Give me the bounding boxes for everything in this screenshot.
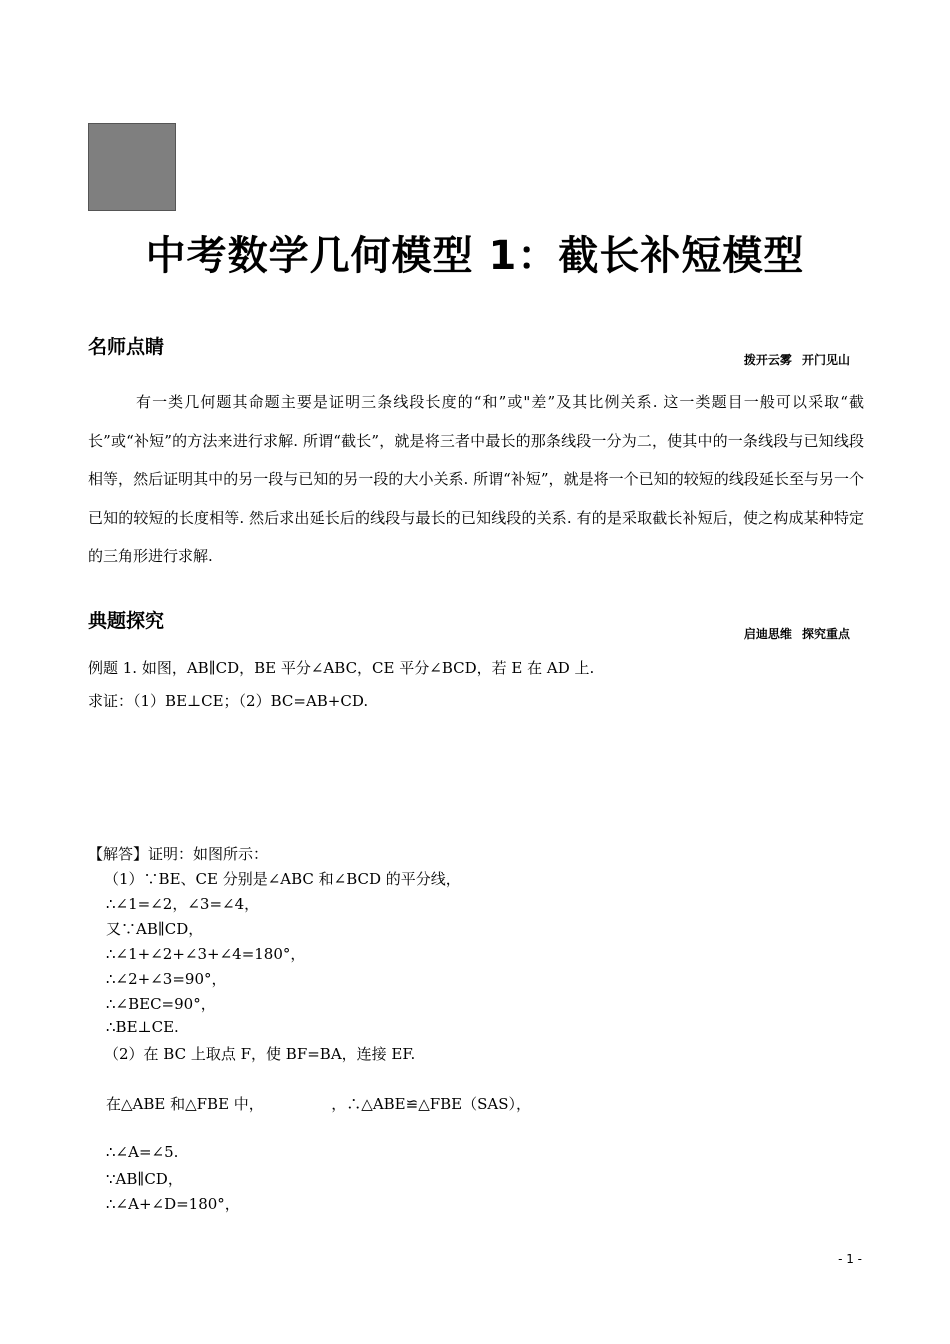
logo-image xyxy=(88,123,176,211)
intro-paragraph: 有一类几何题其命题主要是证明三条线段长度的“和”或"差”及其比例关系. 这一类题目一般可以采取“截长”或“补短”的方法来进行求解. 所谓“截长”，就是将三者中最长的那条线段一分为二，使其中的一条线段与已知线段相等，然后证明其中的另一段与已知的另一段的大小关系. 所谓“补短”，就是将一个已知的较短的线段延长至与另一个已知的较短的长度相等. 然后求出延长后的线段与最长的已知线段的关系. 有的是采取截长补短后，使之构成某种特定的三角形进行求解. xyxy=(88,393,864,565)
solution-line: ∴∠A=∠5. xyxy=(106,1143,179,1161)
solution-line: 在△ABE 和△FBE 中， ，∴△ABE≌△FBE（SAS）， xyxy=(106,1095,532,1113)
solution-line: ∴∠2+∠3=90°， xyxy=(106,970,227,988)
prove-statement: 求证：（1）BE⊥CE；（2）BC=AB+CD. xyxy=(88,692,369,710)
section-motto-examples: 启迪思维 探究重点 xyxy=(743,627,850,641)
solution-line: （2）在 BC 上取点 F，使 BF=BA，连接 EF. xyxy=(104,1045,416,1063)
solution-line: ∴∠A+∠D=180°， xyxy=(106,1195,240,1213)
solution-line: ∴∠1+∠2+∠3+∠4=180°， xyxy=(106,945,306,963)
page-title: 中考数学几何模型 1：截长补短模型 xyxy=(145,233,805,279)
solution-line: 【解答】证明：如图所示： xyxy=(88,845,269,863)
solution-line: ∵AB∥CD， xyxy=(106,1170,183,1188)
section-heading-tips: 名师点睛 xyxy=(88,336,165,358)
solution-line: （1）∵BE、CE 分别是∠ABC 和∠BCD 的平分线， xyxy=(104,870,461,888)
section-motto-tips: 拨开云雾 开门见山 xyxy=(743,353,850,367)
solution-line: 又∵AB∥CD， xyxy=(106,920,204,938)
page-number: - 1 - xyxy=(838,1252,862,1266)
example-statement: 例题 1. 如图，AB∥CD，BE 平分∠ABC，CE 平分∠BCD，若 E 在 AD 上. xyxy=(88,659,595,677)
solution-line: ∴∠BEC=90°， xyxy=(106,995,216,1013)
solution-line: ∴BE⊥CE. xyxy=(106,1018,179,1036)
section-heading-examples: 典题探究 xyxy=(88,610,165,632)
solution-line: ∴∠1=∠2，∠3=∠4， xyxy=(106,895,260,913)
